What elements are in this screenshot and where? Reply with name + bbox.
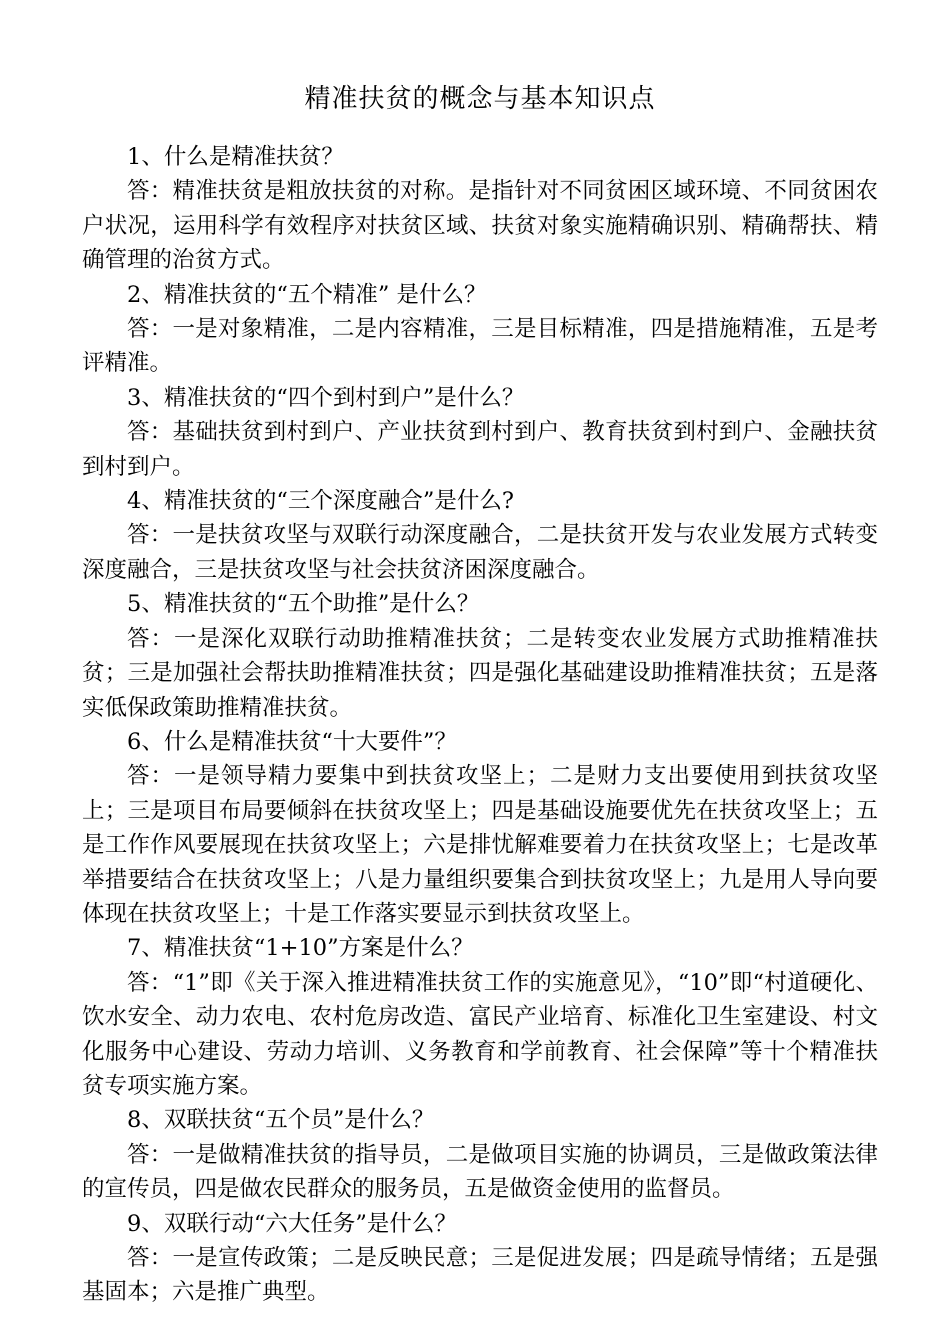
question-3: 3、精准扶贫的“四个到村到户”是什么？ bbox=[127, 384, 525, 411]
document-title: 精准扶贫的概念与基本知识点 bbox=[304, 84, 656, 114]
qa-item-4 bbox=[82, 484, 878, 587]
question-2: 2、精准扶贫的“五个精准” 是什么？ bbox=[127, 281, 487, 308]
answer-7: 答：“1”即《关于深入推进精准扶贫工作的实施意见》，“10”即“村道硬化、饮水安全、动力农电、农村危房改造、富民产业培育、标准化卫生室建设、村文化服务中心建设、劳动力培训、义务教育和学前教育、社会保障”等十个精准扶贫专项实施方案。 bbox=[82, 969, 878, 1099]
question-4: 4、精准扶贫的“三个深度融合”是什么? bbox=[127, 488, 514, 515]
qa-item-6 bbox=[82, 725, 878, 931]
question-6: 6、什么是精准扶贫“十大要件”？ bbox=[127, 728, 457, 755]
qa-item-2 bbox=[82, 278, 878, 381]
qa-item-5 bbox=[82, 587, 878, 725]
answer-4: 答：一是扶贫攻坚与双联行动深度融合，二是扶贫开发与农业发展方式转变深度融合，三是扶贫攻坚与社会扶贫济困深度融合。 bbox=[82, 522, 878, 583]
qa-item-9 bbox=[82, 1207, 878, 1310]
qa-item-3 bbox=[82, 381, 878, 484]
answer-9: 答：一是宣传政策；二是反映民意；三是促进发展；四是疏导情绪；五是强基固本；六是推广典型。 bbox=[82, 1245, 878, 1306]
question-8: 8、双联扶贫“五个员”是什么？ bbox=[127, 1107, 435, 1134]
question-7: 7、精准扶贫“1+10”方案是什么？ bbox=[127, 935, 474, 962]
answer-3: 答：基础扶贫到村到户、产业扶贫到村到户、教育扶贫到村到户、金融扶贫到村到户。 bbox=[82, 419, 878, 480]
question-1: 1、什么是精准扶贫？ bbox=[127, 144, 344, 170]
qa-item-8 bbox=[82, 1103, 878, 1206]
question-9: 9、双联行动“六大任务”是什么？ bbox=[127, 1210, 457, 1237]
answer-8: 答：一是做精准扶贫的指导员，二是做项目实施的协调员，三是做政策法律的宣传员，四是做农民群众的服务员，五是做资金使用的监督员。 bbox=[82, 1141, 878, 1203]
qa-item-1 bbox=[82, 140, 878, 278]
answer-6: 答：一是领导精力要集中到扶贫攻坚上；二是财力支出要使用到扶贫攻坚上；三是项目布局要倾斜在扶贫攻坚上；四是基础设施要优先在扶贫攻坚上；五是工作作风要展现在扶贫攻坚上；六是排忧解难要着力在扶贫攻坚上；七是改革举措要结合在扶贫攻坚上；八是力量组织要集合到扶贫攻坚上；九是用人导向要体现在扶贫攻坚上；十是工作落实要显示到扶贫攻坚上。 bbox=[82, 763, 878, 927]
answer-1: 答：精准扶贫是粗放扶贫的对称。是指针对不同贫困区域环境、不同贫困农户状况，运用科学有效程序对扶贫区域、扶贫对象实施精确识别、精确帮扶、精确管理的治贫方式。 bbox=[82, 178, 878, 274]
answer-2: 答：一是对象精准，二是内容精准，三是目标精准，四是措施精准，五是考评精准。 bbox=[82, 316, 878, 377]
document-page bbox=[82, 82, 878, 1310]
question-5: 5、精准扶贫的“五个助推”是什么？ bbox=[127, 591, 480, 618]
qa-item-7 bbox=[82, 931, 878, 1103]
answer-5: 答：一是深化双联行动助推精准扶贫；二是转变农业发展方式助推精准扶贫；三是加强社会帮扶助推精准扶贫；四是强化基础建设助推精准扶贫；五是落实低保政策助推精准扶贫。 bbox=[82, 625, 878, 721]
